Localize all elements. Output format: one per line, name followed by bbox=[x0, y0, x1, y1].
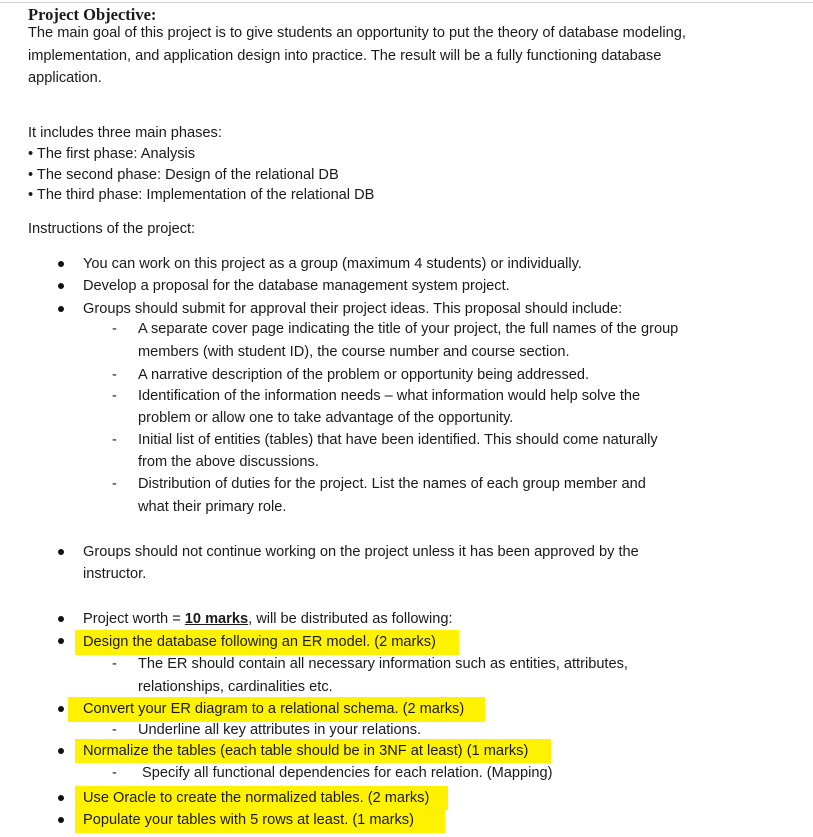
worth-line bbox=[83, 608, 453, 630]
bullet-dot bbox=[58, 706, 64, 712]
dash-marker: - bbox=[112, 765, 117, 781]
dash-marker: - bbox=[112, 321, 117, 337]
dash-marker: - bbox=[112, 432, 117, 448]
instruction-item: Develop a proposal for the database management system project. bbox=[83, 278, 510, 294]
objective-line-3: application. bbox=[28, 70, 102, 86]
phase-item: • The third phase: Implementation of the relational DB bbox=[28, 187, 375, 203]
grading-design-sub: The ER should contain all necessary information such as entities, attributes, bbox=[138, 656, 628, 672]
worth-prefix: Project worth = bbox=[83, 611, 185, 627]
page-title: Project Objective: bbox=[28, 5, 157, 24]
proposal-item-line: Initial list of entities (tables) that have been identified. This should come naturally bbox=[138, 432, 658, 448]
bullet-dot bbox=[58, 549, 64, 555]
objective-line-2: implementation, and application design into practice. The result will be a fully functioning database bbox=[28, 48, 662, 64]
grading-design-sub: relationships, cardinalities etc. bbox=[138, 679, 333, 695]
dash-marker: - bbox=[112, 476, 117, 492]
bullet-dot bbox=[58, 283, 64, 289]
phase-item: • The second phase: Design of the relational DB bbox=[28, 167, 339, 183]
dash-marker: - bbox=[112, 367, 117, 383]
approval-line-1: Groups should not continue working on the project unless it has been approved by the bbox=[83, 544, 639, 560]
dash-marker: - bbox=[112, 722, 117, 738]
bullet-dot bbox=[58, 748, 64, 754]
grading-convert-sub: Underline all key attributes in your relations. bbox=[138, 722, 422, 738]
proposal-item-line: from the above discussions. bbox=[138, 454, 319, 470]
worth-marks: 10 marks bbox=[184, 611, 249, 627]
instruction-item: You can work on this project as a group (maximum 4 students) or individually. bbox=[83, 256, 582, 272]
grading-normalize-sub: Specify all functional dependencies for each relation. (Mapping) bbox=[142, 765, 553, 781]
proposal-item-line: Identification of the information needs – what information would help solve the bbox=[138, 388, 641, 404]
worth-suffix: , will be distributed as following: bbox=[248, 611, 453, 627]
bullet-dot bbox=[58, 638, 64, 644]
proposal-item-line: Distribution of duties for the project. List the names of each group member and bbox=[138, 476, 646, 492]
grading-populate: Populate your tables with 5 rows at least. (1 marks) bbox=[83, 812, 414, 828]
dash-marker: - bbox=[112, 656, 117, 672]
phase-item: • The first phase: Analysis bbox=[28, 146, 196, 162]
instruction-item: Groups should submit for approval their project ideas. This proposal should include: bbox=[83, 301, 623, 317]
page-top-border bbox=[0, 2, 813, 3]
proposal-item-line: A separate cover page indicating the title of your project, the full names of the group bbox=[138, 321, 679, 337]
bullet-dot bbox=[58, 795, 64, 801]
phases-intro: It includes three main phases: bbox=[28, 125, 222, 141]
bullet-dot bbox=[58, 817, 64, 823]
bullet-dot bbox=[58, 261, 64, 267]
grading-oracle: Use Oracle to create the normalized tables. (2 marks) bbox=[83, 790, 430, 806]
objective-line-1: The main goal of this project is to give students an opportunity to put the theory of database modeling, bbox=[28, 25, 686, 41]
dash-marker: - bbox=[112, 388, 117, 404]
proposal-item-line: A narrative description of the problem or opportunity being addressed. bbox=[138, 367, 590, 383]
instructions-heading: Instructions of the project: bbox=[28, 221, 196, 237]
approval-line-2: instructor. bbox=[83, 566, 147, 582]
proposal-item-line: problem or allow one to take advantage of the opportunity. bbox=[138, 410, 514, 426]
grading-design: Design the database following an ER model. (2 marks) bbox=[83, 634, 436, 650]
proposal-item-line: members (with student ID), the course number and course section. bbox=[138, 344, 570, 360]
bullet-dot bbox=[58, 306, 64, 312]
grading-normalize: Normalize the tables (each table should be in 3NF at least) (1 marks) bbox=[83, 743, 529, 759]
grading-convert: Convert your ER diagram to a relational schema. (2 marks) bbox=[83, 701, 465, 717]
bullet-dot bbox=[58, 616, 64, 622]
proposal-item-line: what their primary role. bbox=[138, 499, 287, 515]
